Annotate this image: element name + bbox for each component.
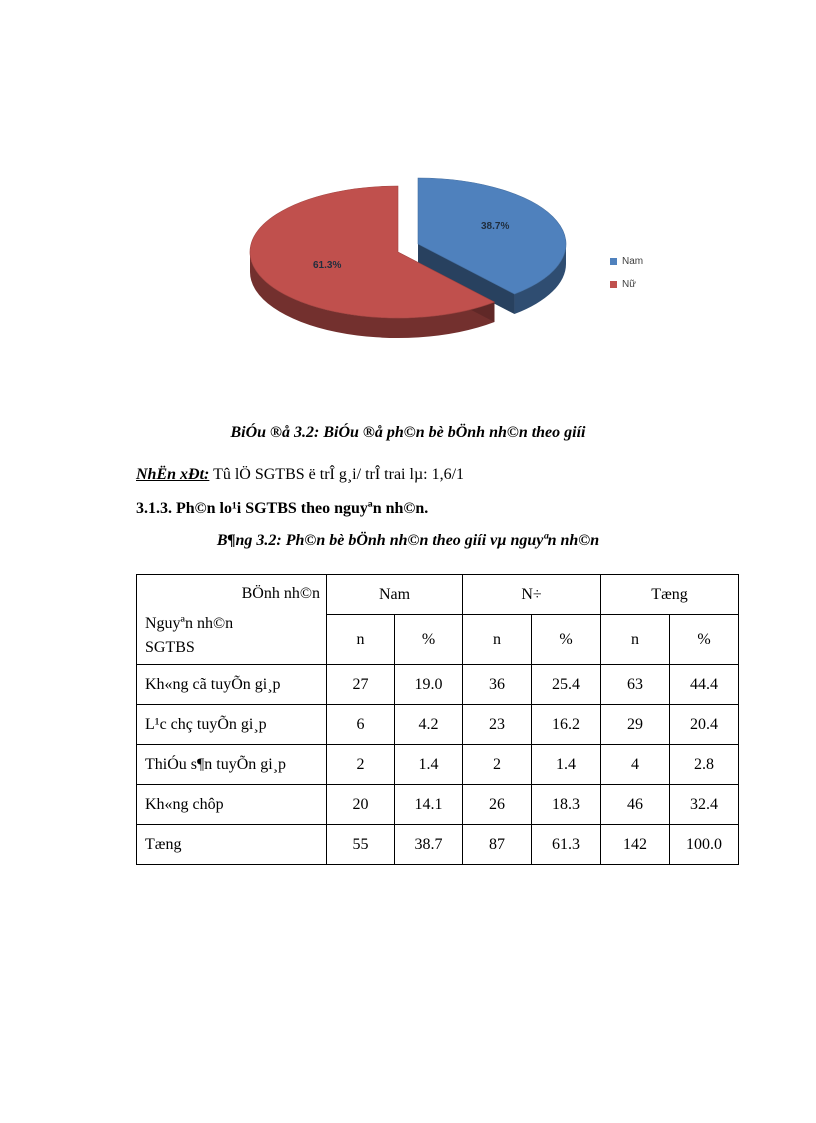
table-row (137, 665, 739, 705)
slice-label-nam: 38.7% (481, 221, 510, 232)
table-row (137, 825, 739, 865)
table-caption: B¶ng 3.2: Ph©n bè bÖnh nh©n theo giíi vµ nguyªn nh©n (216, 532, 600, 549)
note-text: Tû lÖ SGTBS ë trÎ g¸i/ trÎ trai lµ: 1,6/1 (213, 466, 465, 483)
legend-label-nu: Nữ (622, 279, 636, 290)
table-cell: 87 (463, 825, 532, 865)
table-row (137, 705, 739, 745)
table-cell: 36 (463, 665, 532, 705)
table-cell: 20 (327, 785, 395, 825)
slice-label-nu: 61.3% (313, 260, 342, 271)
subheader-cell: n (327, 615, 395, 665)
pie-chart-graphic (230, 170, 670, 360)
table-cell: 2.8 (670, 745, 739, 785)
table-cell: 26 (463, 785, 532, 825)
observation-note (136, 466, 464, 484)
table-cell: 27 (327, 665, 395, 705)
table-cell: 1.4 (532, 745, 601, 785)
group-header-nu: N÷ (463, 575, 601, 615)
corner-header-bottom: Nguyªn nh©n SGTBS (145, 615, 234, 656)
subheader-cell: n (463, 615, 532, 665)
row-label: ThiÓu s¶n tuyÕn gi¸p (137, 745, 327, 785)
table-cell: 46 (601, 785, 670, 825)
table-row (137, 745, 739, 785)
table-cell: 44.4 (670, 665, 739, 705)
table-cell: 19.0 (395, 665, 463, 705)
table-cell: 1.4 (395, 745, 463, 785)
table-row (137, 785, 739, 825)
table-cell: 14.1 (395, 785, 463, 825)
table-cell: 18.3 (532, 785, 601, 825)
table-cell: 20.4 (670, 705, 739, 745)
note-label: NhËn xÐt: (136, 466, 210, 483)
table-cell: 32.4 (670, 785, 739, 825)
table-cell: 23 (463, 705, 532, 745)
corner-header-top: BÖnh nh©n (241, 585, 320, 602)
table-cell: 25.4 (532, 665, 601, 705)
legend-item-nu (610, 273, 643, 296)
row-label: Kh«ng cã tuyÕn gi¸p (137, 665, 327, 705)
subheader-cell: % (532, 615, 601, 665)
table-body (137, 665, 739, 865)
group-header-tong: Tæng (601, 575, 739, 615)
subheader-cell: % (670, 615, 739, 665)
table-cell: 4.2 (395, 705, 463, 745)
section-heading: 3.1.3. Ph©n lo¹i SGTBS theo nguyªn nh©n. (136, 500, 429, 517)
legend-swatch-nam (610, 258, 617, 265)
legend-item-nam (610, 250, 643, 273)
pie-chart (230, 170, 670, 360)
table-cell: 142 (601, 825, 670, 865)
row-label: L¹c chç tuyÕn gi¸p (137, 705, 327, 745)
table-cell: 4 (601, 745, 670, 785)
legend-label-nam: Nam (622, 256, 644, 267)
table-cell: 55 (327, 825, 395, 865)
subheader-cell: n (601, 615, 670, 665)
chart-legend (610, 250, 643, 296)
table-cell: 29 (601, 705, 670, 745)
corner-header-cell (137, 575, 327, 665)
table-cell: 38.7 (395, 825, 463, 865)
table-cell: 63 (601, 665, 670, 705)
table-header-row (137, 575, 739, 615)
table-cell: 2 (327, 745, 395, 785)
table-cell: 61.3 (532, 825, 601, 865)
table-cell: 2 (463, 745, 532, 785)
table-cell: 100.0 (670, 825, 739, 865)
row-label: Kh«ng chôp (137, 785, 327, 825)
legend-swatch-nu (610, 281, 617, 288)
table-cell: 16.2 (532, 705, 601, 745)
figure-caption: BiÓu ®å 3.2: BiÓu ®å ph©n bè bÖnh nh©n theo giíi (230, 424, 586, 441)
group-header-nam: Nam (327, 575, 463, 615)
cause-by-gender-table (136, 574, 739, 865)
subheader-cell: % (395, 615, 463, 665)
table-cell: 6 (327, 705, 395, 745)
row-label: Tæng (137, 825, 327, 865)
